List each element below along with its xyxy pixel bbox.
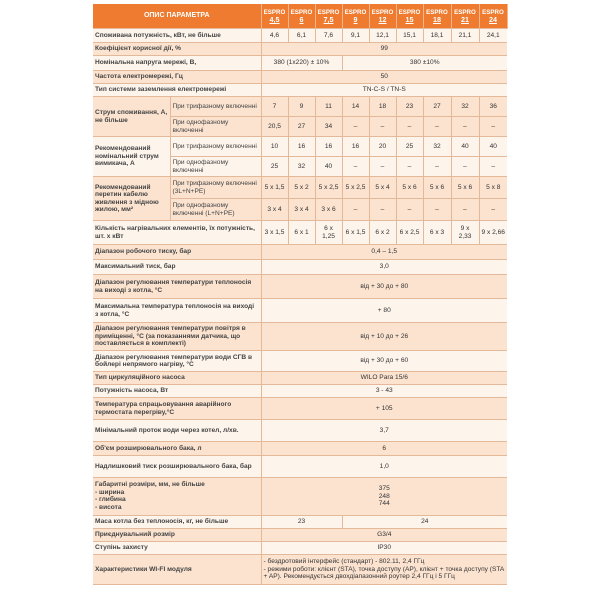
cell-value: 6 x 1 (288, 221, 315, 245)
model-power: 9 (353, 15, 358, 24)
cell-value: 7,6 (315, 29, 342, 43)
dim-value: 375 (378, 485, 390, 493)
row-label: Маса котла без теплоносія, кг, не більше (93, 516, 261, 529)
cell-value: 32 (423, 137, 451, 157)
cell-value: 23 (396, 97, 423, 117)
cell-value: 25 (261, 157, 288, 177)
row-min-flow (93, 420, 507, 442)
row-power (93, 29, 507, 43)
row-label: Об'єм розширювального бака, л (93, 442, 261, 456)
header-model (315, 4, 342, 29)
cell-value: 9 x 2,33 (451, 221, 479, 245)
dim-item: - глибина (95, 496, 126, 504)
row-label: Діапазон регулювання температури повітря в приміщенні, °С (за показаннями датчика, що поставляється в комплекті) (93, 323, 261, 351)
row-label: Коефіцієнт корисної дії, % (93, 43, 261, 56)
model-name: ESPRO (263, 8, 286, 16)
header-model (261, 4, 288, 29)
dimensions-items (95, 489, 259, 512)
cell-value: WILO Para 15/6 (261, 372, 507, 385)
cell-value: 3,7 (261, 420, 507, 442)
cell-value: 40 (479, 137, 507, 157)
row-label: Надлишковий тиск розширювального бака, бар (93, 456, 261, 478)
cell-value: 9 (288, 97, 315, 117)
row-connection (93, 529, 507, 542)
row-max-temp (93, 299, 507, 323)
row-sublabel: При однофазному включенні (170, 117, 261, 137)
header-model (288, 4, 315, 29)
wifi-line: - режими роботи: клієнт (STA), точка доступу (AP), клієнт + точка доступу (STA + AP). Рекомендується двохдіапазонний роутер 2,4 ГГц і 5 ГГц (263, 565, 504, 581)
row-tank-volume (93, 442, 507, 456)
cell-value: – (423, 199, 451, 221)
cell-value: 6 x 3 (423, 221, 451, 245)
spec-table-wrapper (93, 4, 507, 585)
row-pump-power (93, 385, 507, 398)
cell-value: – (451, 117, 479, 137)
row-tank-pressure (93, 456, 507, 478)
cell-value: 36 (479, 97, 507, 117)
cell-value: 32 (288, 157, 315, 177)
row-protection (93, 542, 507, 555)
row-label: Номінальна напруга мережі, В, (93, 56, 261, 71)
cell-value: 20 (369, 137, 396, 157)
cell-value: від + 30 до + 60 (261, 351, 507, 372)
cell-value: 27 (288, 117, 315, 137)
cell-value: 380 ±10% (342, 56, 507, 71)
cell-value: G3/4 (261, 529, 507, 542)
cell-value: 12,1 (369, 29, 396, 43)
header-row (93, 4, 507, 29)
row-label (93, 478, 261, 516)
header-model (451, 4, 479, 29)
cell-value: 9,1 (342, 29, 369, 43)
row-sublabel: При трифазному включенні (170, 137, 261, 157)
cell-value: 6 x 1,5 (342, 221, 369, 245)
model-name: ESPRO (454, 8, 476, 16)
row-label: Приєднувальний розмір (93, 529, 261, 542)
cell-value: 24 (342, 516, 507, 529)
header-model (342, 4, 369, 29)
row-pump-type (93, 372, 507, 385)
cell-value: – (342, 199, 369, 221)
row-wifi (93, 555, 507, 585)
cell-value: – (479, 117, 507, 137)
model-power: 15 (405, 15, 414, 24)
cell-value: 5 x 6 (451, 177, 479, 199)
cell-value: 0,4 – 1,5 (261, 245, 507, 260)
row-elements (93, 221, 507, 245)
cell-value: 6,1 (288, 29, 315, 43)
cell-value: 5 x 2,5 (315, 177, 342, 199)
cell-value: 24,1 (479, 29, 507, 43)
cell-value: 3 - 43 (261, 385, 507, 398)
cell-value: – (396, 117, 423, 137)
row-dimensions (93, 478, 507, 516)
model-name: ESPRO (482, 8, 504, 16)
cell-value: 5 x 2 (288, 177, 315, 199)
cell-value: 5 x 8 (479, 177, 507, 199)
model-power: 7,5 (323, 15, 334, 24)
cell-value: 5 x 1,5 (261, 177, 288, 199)
cell-value: 15,1 (396, 29, 423, 43)
row-sublabel: При трифазному включенні (3L+N+PE) (170, 177, 261, 199)
cell-value: 18 (369, 97, 396, 117)
cell-value: – (479, 199, 507, 221)
row-grounding (93, 84, 507, 97)
row-label: Діапазон регулювання температури води СГВ в бойлері непрямого нагріву, °С (93, 351, 261, 372)
model-name: ESPRO (317, 8, 340, 16)
row-frequency (93, 71, 507, 84)
row-label: Потужність насоса, Вт (93, 385, 261, 398)
model-power: 24 (489, 15, 497, 24)
cell-value: – (342, 157, 369, 177)
row-label: Рекомендований перетин кабелю живлення з мідною жилою, мм² (93, 177, 170, 221)
cell-value: 5 x 6 (423, 177, 451, 199)
row-voltage (93, 56, 507, 71)
cell-value: 20,5 (261, 117, 288, 137)
cell-value: + 80 (261, 299, 507, 323)
cell-value: – (342, 117, 369, 137)
cell-value: 6 (261, 442, 507, 456)
cell-value: IP30 (261, 542, 507, 555)
cell-value: 21,1 (451, 29, 479, 43)
row-label: Споживана потужність, кВт, не більше (93, 29, 261, 43)
cell-value: 99 (261, 43, 507, 56)
cell-value: 5 x 4 (369, 177, 396, 199)
model-power: 6 (299, 15, 304, 24)
header-model (479, 4, 507, 29)
cell-value: 32 (451, 97, 479, 117)
cell-value: 5 x 2,5 (342, 177, 369, 199)
cell-value: – (369, 157, 396, 177)
cell-value: – (451, 199, 479, 221)
cell-value: 3,0 (261, 260, 507, 275)
row-overheat (93, 398, 507, 420)
cell-value: TN-C-S / TN-S (261, 84, 507, 97)
row-label: Діапазон регулювання температури теплоносія на виході з котла, °С (93, 275, 261, 299)
model-name: ESPRO (426, 8, 448, 16)
cell-value: від + 30 до + 80 (261, 275, 507, 299)
row-label: Максимальна температура теплоносія на виході з котла, °С (93, 299, 261, 323)
cell-value: 16 (288, 137, 315, 157)
row-label: Максимальний тиск, бар (93, 260, 261, 275)
cell-value: – (479, 157, 507, 177)
cell-value: – (369, 199, 396, 221)
row-label: Тип системи заземлення електромережі (93, 84, 261, 97)
header-model (369, 4, 396, 29)
model-power: 12 (378, 15, 387, 24)
cell-value: 5 x 6 (396, 177, 423, 199)
row-label: Діапазон робочого тиску, бар (93, 245, 261, 260)
dimensions-title: Габаритні розміри, мм, не більше (95, 481, 205, 489)
dim-value: 248 (378, 492, 390, 500)
dim-value: 744 (378, 500, 390, 508)
row-temp-range (93, 275, 507, 299)
row-current-3ph (93, 97, 507, 117)
cell-value: + 105 (261, 398, 507, 420)
cell-value: – (451, 157, 479, 177)
row-dhw-temp (93, 351, 507, 372)
row-label: Тип циркуляційного насоса (93, 372, 261, 385)
model-name: ESPRO (344, 8, 367, 16)
cell-value: 23 (261, 516, 342, 529)
cell-value: 25 (396, 137, 423, 157)
cell-value: 6 x 2,5 (396, 221, 423, 245)
row-label: Кількість нагрівальних елементів, їх потужність, шт. х кВт (93, 221, 261, 245)
cell-value: 40 (451, 137, 479, 157)
cell-value: 1,0 (261, 456, 507, 478)
row-label: Мінімальний проток води через котел, л/хв. (93, 420, 261, 442)
row-label: Струм споживання, А, не більше (93, 97, 170, 137)
model-name: ESPRO (398, 8, 421, 16)
row-sublabel: При однофазному включенні (L+N+PE) (170, 199, 261, 221)
header-model (396, 4, 423, 29)
cell-value: 3 x 6 (315, 199, 342, 221)
row-max-pressure (93, 260, 507, 275)
row-label: Частота електромережі, Гц (93, 71, 261, 84)
cell-value: 18,1 (423, 29, 451, 43)
cell-value (261, 555, 507, 585)
cell-value: 27 (423, 97, 451, 117)
dimensions-values (261, 478, 507, 516)
cell-value: 40 (315, 157, 342, 177)
cell-value: 9 x 2,66 (479, 221, 507, 245)
row-air-temp (93, 323, 507, 351)
row-mass (93, 516, 507, 529)
cell-value: 50 (261, 71, 507, 84)
cell-value: – (369, 117, 396, 137)
cell-value: – (423, 157, 451, 177)
row-sublabel: При трифазному включенні (170, 97, 261, 117)
cell-value: 34 (315, 117, 342, 137)
cell-value: 7 (261, 97, 288, 117)
cell-value: 14 (342, 97, 369, 117)
spec-table (93, 4, 508, 585)
cell-value: 16 (315, 137, 342, 157)
model-power: 18 (433, 15, 441, 24)
model-name: ESPRO (290, 8, 313, 16)
cell-value: 10 (261, 137, 288, 157)
row-label: Ступінь захисту (93, 542, 261, 555)
header-model (423, 4, 451, 29)
cell-value: 3 x 1,5 (261, 221, 288, 245)
cell-value: 11 (315, 97, 342, 117)
row-pressure-range (93, 245, 507, 260)
cell-value: – (396, 157, 423, 177)
cell-value: – (423, 117, 451, 137)
cell-value: 6 x 2 (369, 221, 396, 245)
dim-item: - ширина (95, 488, 125, 496)
cell-value: 3 x 4 (261, 199, 288, 221)
cell-value: 3 x 4 (288, 199, 315, 221)
model-name: ESPRO (371, 8, 394, 16)
row-label: Температура спрацьовування аварійного термостата перегріву,°С (93, 398, 261, 420)
row-cable-3ph (93, 177, 507, 199)
cell-value: від + 10 до + 26 (261, 323, 507, 351)
model-power: 4,5 (269, 15, 280, 24)
cell-value: 16 (342, 137, 369, 157)
row-breaker-3ph (93, 137, 507, 157)
cell-value: 380 (1х220) ± 10% (261, 56, 342, 71)
dim-item: - висота (95, 504, 122, 511)
model-power: 21 (461, 15, 469, 24)
wifi-line: - бездротовий інтерфейс (стандарт) - 802.11, 2,4 ГГц (263, 558, 425, 566)
cell-value: 4,6 (261, 29, 288, 43)
row-label: Характеристики WI-FI модуля (93, 555, 261, 585)
cell-value: – (396, 199, 423, 221)
row-label: Рекомендований номінальний струм вимикача, А (93, 137, 170, 177)
row-sublabel: При однофазному включенні (170, 157, 261, 177)
row-efficiency (93, 43, 507, 56)
cell-value: 6 x 1,25 (315, 221, 342, 245)
header-param: ОПИС ПАРАМЕТРА (93, 4, 261, 29)
